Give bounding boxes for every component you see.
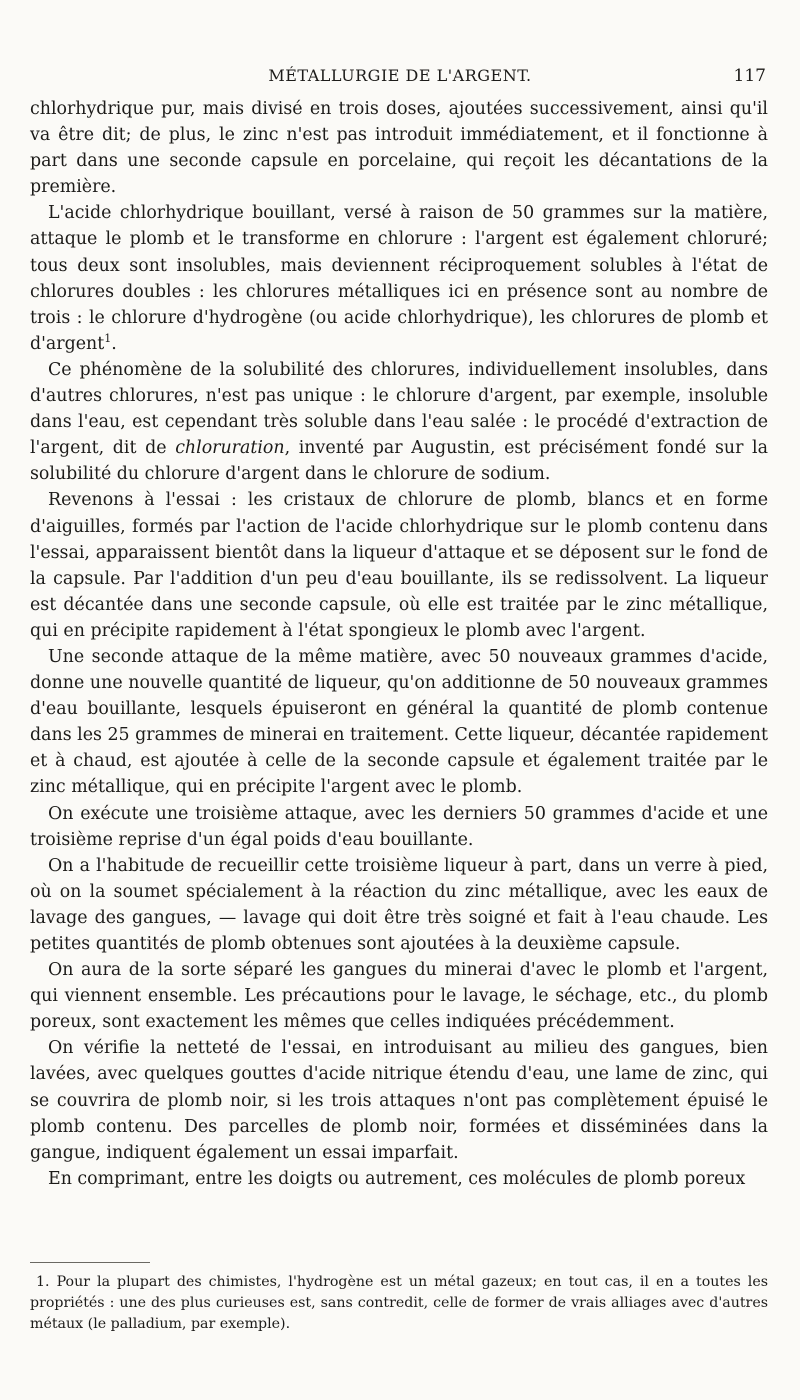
footnote-text: Pour la plupart des chimistes, l'hydrogène est un métal gazeux; en tout cas, il en a toutes les propriétés : une des plus curieuses est, sans contredit, celle de former de vrais alliages avec d'autres métaux (le palladium, par exemple). bbox=[30, 1274, 768, 1332]
body-text bbox=[30, 96, 768, 1192]
paragraph-10 bbox=[30, 1166, 768, 1192]
paragraph-6 bbox=[30, 801, 768, 853]
paragraph-4 bbox=[30, 487, 768, 644]
paragraph-1-text: chlorhydrique pur, mais divisé en trois doses, ajoutées successivement, ainsi qu'il va être dit; de plus, le zinc n'est pas introduit immédiatement, et il fonctionne à part dans une seconde capsule en porcelaine, qui reçoit les décantations de la première. bbox=[30, 99, 768, 198]
paragraph-7 bbox=[30, 853, 768, 957]
paragraph-5 bbox=[30, 644, 768, 801]
paragraph-9-text: On vérifie la netteté de l'essai, en introduisant au milieu des gangues, bien lavées, avec quelques gouttes d'acide nitrique étendu d'eau, une lame de zinc, qui se couvrira de plomb noir, si les trois attaques n'ont pas complètement épuisé le plomb contenu. Des parcelles de plomb noir, formées et disséminées dans la gangue, indiquent également un essai imparfait. bbox=[30, 1038, 768, 1163]
paragraph-3-end: , inventé par Augustin, est précisément fondé sur la solubilité du chlorure d'argent dans le chlorure de sodium. bbox=[30, 438, 768, 485]
paragraph-3-text: Ce phénomène de la solubilité des chlorures, individuellement insolubles, dans d'autres chlorures, n'est pas unique : le chlorure d'argent, par exemple, insoluble dans l'eau, est cependant très soluble dans l'eau salée : le procédé d'extraction de l'argent, dit de bbox=[30, 359, 768, 459]
paragraph-8-text: On aura de la sorte séparé les gangues du minerai d'avec le plomb et l'argent, qui viennent ensemble. Les précautions pour le lavage, le séchage, etc., du plomb poreux, sont exactement les mêmes que celles indiquées précédemment. bbox=[30, 960, 768, 1033]
paragraph-9 bbox=[30, 1035, 768, 1165]
paragraph-6-text: On exécute une troisième attaque, avec les derniers 50 grammes d'acide et une troisième reprise d'un égal poids d'eau bouillante. bbox=[30, 803, 768, 850]
chloruration-term: chloruration bbox=[175, 438, 285, 459]
page-number: 117 bbox=[733, 66, 766, 86]
paragraph-4-text: Revenons à l'essai : les cristaux de chlorure de plomb, blancs et en forme d'aiguilles, formés par l'action de l'acide chlorhydrique sur le plomb contenu dans l'essai, apparaissent bientôt dans la liqueur d'attaque et se déposent sur le fond de la capsule. Par l'addition d'un peu d'eau bouillante, ils se redissolvent. La liqueur est décantée dans une seconde capsule, où elle est traitée par le zinc métallique, qui en précipite rapidement à l'état spongieux le plomb avec l'argent. bbox=[30, 490, 768, 641]
footnote-reference[interactable]: 1 bbox=[104, 332, 112, 346]
paragraph-3 bbox=[30, 357, 768, 487]
footnote bbox=[30, 1272, 768, 1335]
paragraph-1 bbox=[30, 96, 768, 200]
running-head bbox=[0, 66, 800, 90]
paragraph-7-text: On a l'habitude de recueillir cette troisième liqueur à part, dans un verre à pied, où on la soumet spécialement à la réaction du zinc métallique, avec les eaux de lavage des gangues, — lavage qui doit être très soigné et fait à l'eau chaude. Les petites quantités de plomb obtenues sont ajoutées à la deuxième capsule. bbox=[30, 855, 768, 954]
paragraph-2 bbox=[30, 200, 768, 357]
footnote-divider bbox=[30, 1262, 150, 1263]
paragraph-2-end: . bbox=[111, 333, 117, 354]
running-title: MÉTALLURGIE DE L'ARGENT. bbox=[268, 66, 532, 85]
paragraph-2-text: L'acide chlorhydrique bouillant, versé à raison de 50 grammes sur la matière, attaque le plomb et le transforme en chlorure : l'argent est également chloruré; tous deux sont insolubles, mais deviennent réciproquement solubles à l'état de chlorures doubles : les chlorures métalliques ici en présence sont au nombre de trois : le chlorure d'hydrogène (ou acide chlorhydrique), les chlorures de plomb et d'argent bbox=[30, 203, 768, 354]
paragraph-8 bbox=[30, 957, 768, 1035]
paragraph-10-text: En comprimant, entre les doigts ou autrement, ces molécules de plomb poreux bbox=[48, 1168, 746, 1189]
footnote-marker: 1. bbox=[36, 1274, 50, 1290]
paragraph-5-text: Une seconde attaque de la même matière, avec 50 nouveaux grammes d'acide, donne une nouvelle quantité de liqueur, qu'on additionne de 50 nouveaux grammes d'eau bouillante, lesquels épuiseront en général la quantité de plomb contenue dans les 25 grammes de minerai en traitement. Cette liqueur, décantée rapidement et à chaud, est ajoutée à celle de la seconde capsule et également traitée par le zinc métallique, qui en précipite l'argent avec le plomb. bbox=[30, 646, 768, 798]
